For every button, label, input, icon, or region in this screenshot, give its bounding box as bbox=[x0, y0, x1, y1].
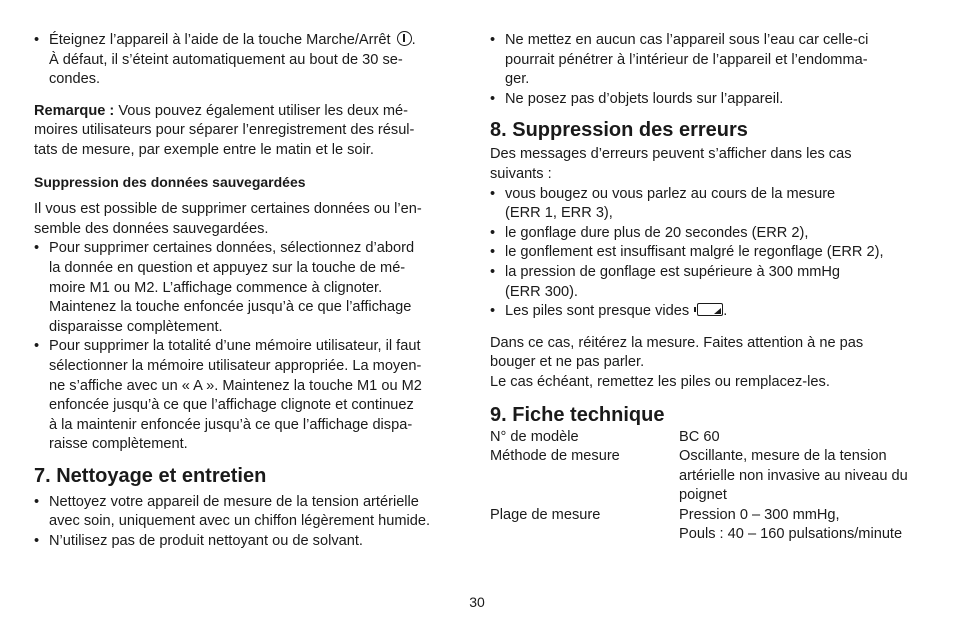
page-number: 30 bbox=[469, 594, 485, 610]
spec-key: Méthode de mesure bbox=[490, 448, 620, 465]
list-item: • N’utilisez pas de produit nettoyant ou de solvant. bbox=[34, 532, 466, 552]
list-item: • le gonflement est insuffisant malgré le regonflage (ERR 2), bbox=[490, 243, 926, 263]
delete-list bbox=[34, 239, 466, 455]
remark-label: Remarque : bbox=[34, 102, 115, 119]
text-line: condes. bbox=[49, 71, 101, 88]
right-column bbox=[490, 31, 926, 545]
cleaning-list bbox=[34, 493, 466, 552]
spec-value: Pression 0 – 300 mmHg, Pouls : 40 – 160 pulsations/minute bbox=[679, 506, 903, 543]
text-line: À défaut, il s’éteint automatiquement au bout de 30 se- bbox=[49, 51, 403, 68]
text-line: • Éteignez l’appareil à l’aide de la touche Marche/Arrêt . bbox=[49, 32, 416, 48]
list-item: • Pour supprimer la totalité d’une mémoire utilisateur, il faut sélectionner la mémoire utilisateur appropriée. La moyen- ne s’affiche avec un « A ». Maintenez la touche M1 ou M2 enfoncée jusqu’à ce que l’affichage clignote et continuez à la maintenir enfoncée jusqu’à ce que l’affichage dispa- raisse complètement. bbox=[34, 337, 466, 455]
list-item: • Les piles sont presque vides . bbox=[490, 302, 926, 322]
spec-value: BC 60 bbox=[679, 428, 720, 445]
delete-intro: Il vous est possible de supprimer certaines données ou l’en- semble des données sauvegardées. bbox=[34, 201, 422, 237]
table-row bbox=[490, 447, 908, 506]
list-item: • vous bougez ou vous parlez au cours de la mesure (ERR 1, ERR 3), bbox=[490, 185, 926, 224]
errors-conclusion: Dans ce cas, réitérez la mesure. Faites attention à ne pas bouger et ne pas parler. Le cas échéant, remettez les piles ou remplacez-les. bbox=[490, 334, 864, 390]
table-row bbox=[490, 428, 908, 448]
spec-value: Oscillante, mesure de la tension artérielle non invasive au niveau du poignet bbox=[679, 448, 908, 504]
spec-table bbox=[490, 428, 908, 546]
errors-list bbox=[490, 185, 926, 322]
subheading-delete-data: Suppression des données sauvegardées bbox=[34, 173, 306, 190]
list-item: • le gonflage dure plus de 20 secondes (ERR 2), bbox=[490, 224, 926, 244]
section-heading-cleaning: 7. Nettoyage et entretien bbox=[34, 464, 267, 487]
left-column bbox=[34, 31, 466, 552]
spec-key: N° de modèle bbox=[490, 428, 579, 445]
spec-key: Plage de mesure bbox=[490, 506, 601, 523]
precautions-list bbox=[490, 31, 926, 109]
list-item: • Nettoyez votre appareil de mesure de la tension artérielle avec soin, uniquement avec un chiffon légèrement humide. bbox=[34, 493, 466, 532]
list-item bbox=[34, 31, 466, 90]
remark-paragraph: Remarque : Vous pouvez également utiliser les deux mé- moires utilisateurs pour séparer l’enregistrement des résul- tats de mesure, par exemple entre le matin et le soir. bbox=[34, 102, 415, 158]
battery-low-icon bbox=[697, 303, 723, 316]
list-item: • la pression de gonflage est supérieure à 300 mmHg (ERR 300). bbox=[490, 263, 926, 302]
power-icon bbox=[397, 31, 412, 46]
list-item: • Pour supprimer certaines données, sélectionnez d’abord la donnée en question et appuyez sur la touche de mé- moire M1 ou M2. L’affichage commence à clignoter. Maintenez la touche enfoncée jusqu’à ce que l’affichage disparaisse complètement. bbox=[34, 239, 466, 337]
errors-intro: Des messages d’erreurs peuvent s’afficher dans les cas suivants : bbox=[490, 146, 852, 182]
power-off-list bbox=[34, 31, 466, 90]
table-row bbox=[490, 506, 908, 545]
section-heading-errors: 8. Suppression des erreurs bbox=[490, 119, 748, 142]
list-item: • Ne posez pas d’objets lourds sur l’appareil. bbox=[490, 90, 926, 110]
section-heading-specs: 9. Fiche technique bbox=[490, 403, 665, 426]
list-item: • Ne mettez en aucun cas l’appareil sous l’eau car celle-ci pourrait pénétrer à l’intérieur de l’appareil et l’endomma- ger. bbox=[490, 31, 926, 90]
